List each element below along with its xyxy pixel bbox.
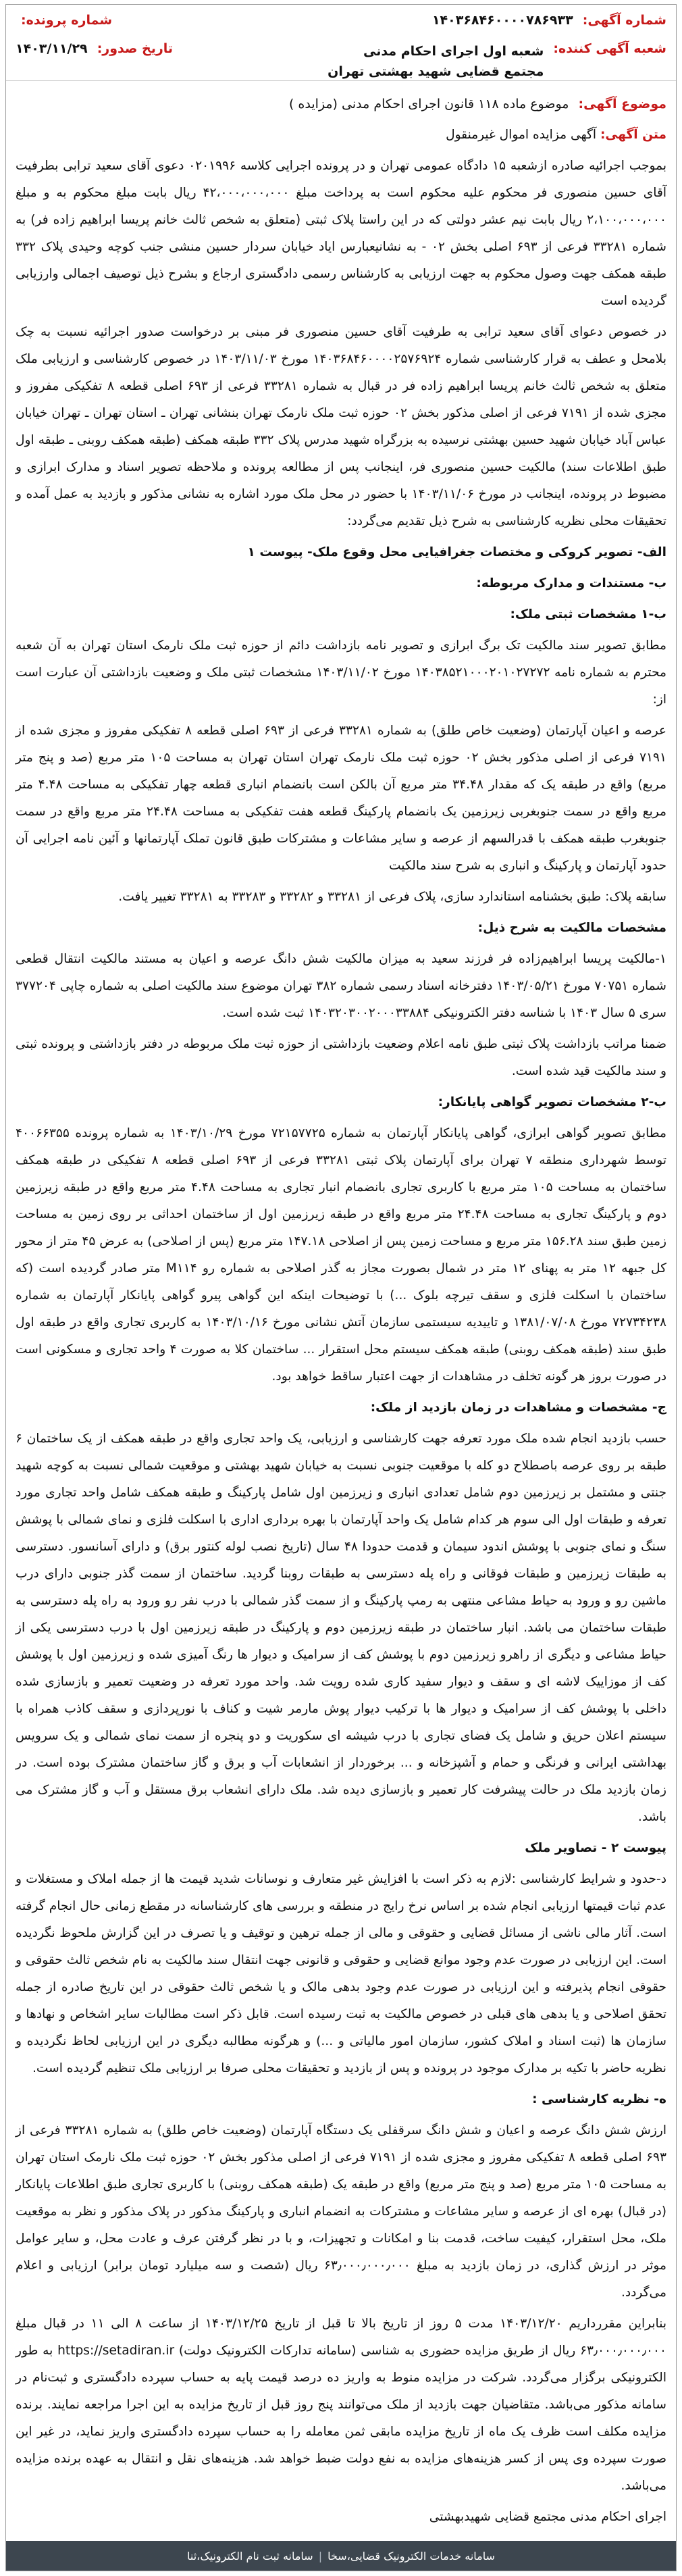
- paragraph-ownership: ۱-مالکیت پریسا ابراهیم‌زاده فر فرزند سعید به میزان مالکیت شش دانگ عرصه و اعیان به مستند مالکیت انتقال قطعی شماره ۷۰۷۵۱ مورخ ۱۴۰۳/۰۵/۲۱ دفترخانه اسناد رسمی شماره ۳۸۲ تهران موضوع سند مالکیت اصلی به شماره چاپی ۳۷۷۲۰۴ سری ۵ سال ۱۴۰۳ با شناسه دفتر الکترونیکی ۱۴۰۳۲۰۳۰۰۲۰۰۰۳۳۸۸۴ ثبت شده است.: [16, 952, 666, 1020]
- paragraph-expert-request: در خصوص دعوای آقای سعید ترابی به طرفیت آقای حسین منصوری فر مبنی بر درخواست صدور اجرائیه نسبت به چک بلامحل و عطف به قرار کارشناسی شماره ۱۴۰۳۶۸۴۶۰۰۰۰۲۵۷۶۹۲۴ مورخ ۱۴۰۳/۱۱/۰۳ در خصوص کارشناسی و ارزیابی ملک متعلق به شخص ثالث خانم پریسا ابراهیم زاده فر در قبال به شماره ۳۳۲۸۱ فرعی از ۶۹۳ اصلی قطعه ۸ تفکیکی مفروز و مجزی شده از ۷۱۹۱ فرعی از اصلی مذکور بخش ۰۲ حوزه ثبت ملک نارمک تهران بنشانی تهران ـ استان تهران ـ تهران خیابان عباس آباد خیابان شهید حسین بهشتی نرسیده به بزرگراه شهید مدرس پلاک ۳۳۲ طبقه همکف (طبقه همکف روبنی ـ طبقه اول طبق اطلاعات سند) مالکیت حسین منصوری فر، اینجانب پس از مطالعه پرونده و ملاحظه تصویر اسناد و مدارک ابرازی و مضبوط در پرونده، اینجانب در مورخ ۱۴۰۳/۱۱/۰۶ با حضور در محل ملک مورد اشاره به نشانی مذکور و بازدید به عمل آمده و تحقیقات محلی نظریه کارشناسی به شرح ذیل تقدیم می‌گردد:: [16, 325, 667, 528]
- ad-number-label: شماره آگهی:: [582, 13, 666, 28]
- subject-text: موضوع ماده ۱۱۸ قانون اجرای احکام مدنی (مزایده ): [288, 97, 569, 111]
- paragraph-intro: بموجب اجرائیه صادره ازشعبه ۱۵ دادگاه عمومی تهران و در پرونده اجرایی کلاسه ۰۲۰۱۹۹۶ دعوی آقای سعید ترابی بطرفیت آقای حسین منصوری فر محکوم علیه محکوم است به پرداخت مبلغ ۴۲،۰۰۰،۰۰۰،۰۰۰ ریال بابت مبلغ محکوم به و مبلغ ۲،۱۰۰،۰۰۰،۰۰۰ ریال بابت نیم عشر دولتی که در این راستا پلاک ثبتی (متعلق به شخص ثالث خانم پریسا ابراهیم زاده فر) به شماره ۳۳۲۸۱ فرعی از ۶۹۳ اصلی بخش ۰۲ - به نشانیعبارس ایاد خیابان سردار حسین منشی جنب کوچه وحیدی پلاک ۳۳۲ طبقه همکف جهت وصول محکوم به جهت ارزیابی به کارشناس رسمی دادگستری ارجاع و بشرح ذیل توصیف اجمالی وارزیابی گردیده است: [16, 159, 667, 308]
- publisher-label: شعبه آگهی کننده:: [553, 41, 666, 56]
- footer-link-sana[interactable]: سامانه ثبت نام الکترونیک،ثنا: [187, 2549, 313, 2562]
- notice-title-line: [16, 122, 666, 149]
- section-alef: الف- تصویر کروکی و مختصات جغرافیایی محل وقوع ملک- پیوست ۱: [247, 545, 666, 559]
- section-he: ه- نظریه کارشناسی :: [532, 2092, 666, 2106]
- notice-body: [6, 122, 676, 2531]
- footer-link-sakha[interactable]: سامانه خدمات الکترونیک قضایی،سخا: [327, 2549, 496, 2562]
- paragraph-plaque-history: سابقه پلاک: طبق بخشنامه استاندارد سازی، پلاک فرعی از ۳۳۲۸۱ و ۳۳۲۸۲ و ۳۳۲۸۳ به ۳۳۲۸۱ تغییر یافت.: [118, 890, 666, 904]
- section-ownership: مشخصات مالکیت به شرح ذیل:: [477, 921, 666, 935]
- paragraph-seizure: ضمنا مراتب بازداشت پلاک ثبتی طبق نامه اعلام وضعیت بازداشتی از حوزه ثبت ملک مربوطه در دفتر بازداشتی و پرونده ثبتی و سند مالکیت قید شده است.: [16, 1037, 666, 1078]
- paragraph-deed: مطابق تصویر سند مالکیت تک برگ ابرازی و تصویر نامه بازداشت دائم از حوزه ثبت ملک نارمک استان تهران به آن شعبه محترم به شماره نامه ۱۴۰۳۸۵۲۱۰۰۰۲۰۱۰۲۷۲۷۲ مورخ ۱۴۰۳/۱۱/۰۲ مشخصات ثبتی ملک و وضعیت بازداشتی آن عبارت است از:: [16, 638, 666, 707]
- signature: اجرای احکام مدنی مجتمع قضایی شهیدبهشتی: [429, 2510, 666, 2524]
- paragraph-property: عرصه و اعیان آپارتمان (وضعیت خاص طلق) به شماره ۳۳۲۸۱ فرعی از ۶۹۳ اصلی قطعه ۸ تفکیکی مفروز و مجزی شده از ۷۱۹۱ فرعی از اصلی مذکور بخش ۰۲ حوزه ثبت ملک نارمک تهران استان تهران به مساحت ۱۰۵ متر مربع (صد و پنج متر مربع) واقع در طبقه یک که مقدار ۳۴.۴۸ متر مربع آن بالکن است بانضمام انباری قطعه چهار تفکیکی به مساحت ۴.۴۸ متر مربع واقع در سمت جنوبغربی زیرزمین یک بانضمام پارکینگ قطعه هفت تفکیکی به مساحت ۲۴.۴۸ متر مربع واقع در سمت جنوبغرب طبقه همکف با قدرالسهم از عرصه و سایر مشاعات و مشترکات طبق قانون تملک آپارتمانها و آئین نامه اجرایی آن حدود آپارتمان و پارکینگ و انباری به شرح سند مالکیت: [16, 724, 667, 873]
- paragraph-inspection: حسب بازدید انجام شده ملک مورد تعرفه جهت کارشناسی و ارزیابی، یک واحد تجاری واقع در طبقه همکف از یک ساختمان ۶ طبقه بر روی عرصه باصطلاح دو کله با موقعیت جنوبی نسبت به خیابان شهید بهشتی و موقعیت شمالی نسبت به کوچه شهید جنتی و مشتمل بر زیرزمین دوم شامل تعدادی انباری و زیرزمین اول شامل پارکینگ و طبقه همکف شامل واحد تجاری مورد تعرفه و طبقات اول الی سوم هر کدام شامل یک واحد آپارتمان با بهره برداری اداری با اسکلت فلزی و نمای شمالی با پوشش سنگ و نمای جنوبی با پوشش اندود سیمان و قدمت حدودا ۴۸ سال (تاریخ نصب لوله کنتور برق) و دارای آسانسور. دسترسی به طبقات زیرزمین و طبقات فوقانی و راه پله دسترسی به طبقات روبنا گردید. ساختمان از سمت گذر جنوبی دارای درب ماشین رو و ورود به حیاط مشاعی منتهی به رمپ پارکینگ و از سمت گذر شمالی با درب نفر رو ورود به راه پله دسترسی به طبقات ساختمان می باشد. انبار ساختمان در طبقه زیرزمین دوم و پارکینگ در طبقه زیرزمین اول با درب دسترسی یکی از حیاط مشاعی و دیگری از راهرو زیرزمین دوم با پوشش کف از سرامیک و دیوار ها رنگ آمیزی شده و زیرزمین اول با پوشش کف از موزاییک لاشه ای و سقف و دیوار سفید کاری شده رویت شد. واحد مورد تعرفه در وضعیت تعمیر و بازسازی شده داخلی با پوشش کف از سرامیک و دیوار ها با ترکیب دیوار پوش مارمر شیت و کناف با نورپردازی و سقف کاذب همراه با سیستم اعلان حریق و شامل یک فضای تجاری با درب شیشه ای سکوریت و دو پنجره از سمت نمای شمالی و یک سرویس بهداشتی ایرانی و فرنگی و حمام و آشپزخانه و ... برخوردار از انشعابات آب و برق و گاز ساختمان مشترک بوده است. در زمان بازدید ملک در حالت پیشرفت کار تعمیر و بازسازی دیده شد. ملک دارای انشعاب برق مستقل و آب و گاز مشترک می باشد.: [16, 1432, 666, 1824]
- ad-number-value: ۱۴۰۳۶۸۴۶۰۰۰۰۷۸۶۹۳۳: [431, 13, 573, 28]
- notice-title: آگهی مزایده اموال غیرمنقول: [446, 128, 597, 142]
- subject-label: موضوع آگهی:: [578, 97, 666, 111]
- subject-block: [6, 81, 676, 122]
- date-value: ۱۴۰۳/۱۱/۲۹: [16, 41, 88, 56]
- section-be-2: ب-۲ مشخصات تصویر گواهی پایانکار:: [438, 1095, 666, 1109]
- case-number-row: [16, 13, 112, 28]
- site-footer: [6, 2541, 676, 2571]
- section-jim: ج- مشخصات و مشاهدات در زمان بازدید از ملک:: [370, 1400, 666, 1415]
- publisher-row: [321, 41, 666, 82]
- section-be: ب- مستندات و مدارک مربوطه:: [476, 576, 666, 590]
- footer-separator: |: [318, 2549, 323, 2562]
- ad-number-row: [432, 13, 666, 28]
- publisher-value: شعبه اول اجرای احکام مدنی مجتمع قضایی شهید بهشتی تهران: [327, 44, 544, 79]
- notice-label: متن آگهی:: [600, 128, 666, 142]
- paragraph-auction: بنابراین مقررداریم ۱۴۰۳/۱۲/۲۰ مدت ۵ روز از تاریخ بالا تا قبل از تاریخ ۱۴۰۳/۱۲/۲۵ از ساعت ۸ الی ۱۱ در قبال مبلغ ۶۳٫۰۰۰٫۰۰۰٫۰۰۰ ریال از طریق مزایده حضوری به شناسی (سامانه تدارکات الکترونیک دولت) https://setadiran.ir به طور الکترونیکی برگزار می‌گردد. شرکت در مزایده منوط به واریز ده درصد قیمت پایه به حساب سپرده دادگستری و ثبت‌نام در سامانه مذکور می‌باشد. متقاضیان جهت بازدید از ملک می‌توانند پنج روز قبل از تاریخ مزایده به این اجرا مراجعه نمایند. برنده مزایده مکلف است ظرف یک ماه از تاریخ مزایده مابقی ثمن معامله را به حساب سپرده دادگستری واریز نماید، در غیر این صورت سپرده وی پس از کسر هزینه‌های مزایده به نفع دولت ضبط خواهد شد. هزینه‌های نقل و انتقال به عهده برنده مزایده می‌باشد.: [16, 2317, 667, 2493]
- section-be-1: ب-۱ مشخصات ثبتی ملک:: [510, 607, 666, 622]
- case-number-label: شماره پرونده:: [21, 13, 113, 28]
- date-label: تاریخ صدور:: [97, 41, 174, 56]
- paragraph-conditions: د-حدود و شرایط کارشناسی :لازم به ذکر است با افزایش غیر متعارف و نوسانات شدید قیمت ها از جمله املاک و مستغلات و عدم ثبات قیمتها ارزیابی انجام شده بر اساس نرخ رایج در منطقه و بررسی های کارشناسانه در مقطع زمانی حال انجام گرفته است. آثار مالی ناشی از مسائل قضایی و حقوقی و مالی از جمله ترهین و توقیف و یا تصرف در این گزارش ملحوظ نگردیده است. این ارزیابی در صورت عدم وجود موانع قضایی و حقوقی و قانونی جهت انتقال سند مالکیت به نام شخص ثالث حقوقی و حقوقی انجام پذیرفته و این ارزیابی در صورت عدم وجود بدهی مالک و یا شخص ثالث حقوقی در این تاریخ صادره از جمله تحقق اصلاحی و یا بدهی های قبلی در خصوص مالکیت به ثبت رسیده است. قابل ذکر است مطالبات سایر اشخاص و نهادها و سازمان ها (ثبت اسناد و املاک کشور، سازمان امور مالیاتی و ...) و هرگونه مطالبه دیگری در این ارزیابی لحاظ نگردیده و نظریه حاضر با تکیه بر مدارک موجود در پرونده و پس از بازدید و تحقیقات محلی صرفا بر ارزیابی ملک تنظیم گردیده است.: [16, 1872, 666, 2075]
- notice-document: [5, 4, 677, 2571]
- notice-header: [6, 5, 676, 81]
- date-row: [16, 41, 173, 56]
- attachment-2: پیوست ۲ - تصاویر ملک: [525, 1841, 666, 1855]
- paragraph-valuation: ارزش شش دانگ عرصه و اعیان و شش دانگ سرقفلی یک دستگاه آپارتمان (وضعیت خاص طلق) به شماره ۳۳۲۸۱ فرعی از ۶۹۳ اصلی قطعه ۸ تفکیکی مفروز و مجزی شده از ۷۱۹۱ فرعی از اصلی مذکور بخش ۰۲ حوزه ثبت ملک نارمک استان تهران به مساحت ۱۰۵ متر مربع (صد و پنج متر مربع) واقع در طبقه یک (طبقه همکف روبنی) با کاربری تجاری طبق اطلاعات پایانکار (در قبال) بهره ای از عرصه و سایر مشاعات و مشترکات به انضمام انباری و پارکینگ مذکور در پلاک مذکور و نظر به موقعیت ملک، محل استقرار، کیفیت ساخت، قدمت بنا و امکانات و تجهیزات، و با در نظر گرفتن عرف و عادت محل، و سایر عوامل موثر در ارزش گذاری، در زمان بازدید به مبلغ ۶۳٫۰۰۰٫۰۰۰٫۰۰۰ ریال (شصت و سه میلیارد تومان برابر) ارزیابی و اعلام می‌گردد.: [16, 2123, 667, 2300]
- paragraph-completion-cert: مطابق تصویر گواهی ابرازی، گواهی پایانکار آپارتمان به شماره ۷۲۱۵۷۷۲۵ مورخ ۱۴۰۳/۱۰/۲۹ به شماره پرونده ۴۰۰۶۶۳۵۵ توسط شهرداری منطقه ۷ تهران برای آپارتمان پلاک ثبتی ۳۳۲۸۱ فرعی از ۶۹۳ اصلی قطعه ۸ تفکیکی در طبقه همکف ساختمان به مساحت ۱۰۵ متر مربع با کاربری تجاری بانضمام انبار تجاری به مساحت ۴.۴۸ متر مربع واقع در طبقه زیرزمین دوم و پارکینگ تجاری به مساحت ۲۴.۴۸ متر مربع واقع در طبقه زیرزمین اول از ساختمان احداثی بر روی زمین به مساحت زمین طبق سند ۱۵۶.۲۸ متر مربع و مساحت زمین پس از اصلاحی ۱۴۷.۱۸ متر مربع (پس از اصلاحی) به عرض ۴۵ متر از محور کل جبهه ۱۲ متر به پهنای ۱۲ متر در شمال بصورت مجاز به گذر اصلاحی به شماره رو M۱۱۴ متر صادر گردیده است (که ساختمان با اسکلت فلزی و سقف تیرچه بلوک ...) با توضیحات اینکه این گواهی پیرو گواهی پایانکار آپارتمان به شماره ۷۲۷۳۴۲۳۸ مورخ ۱۳۸۱/۰۷/۰۸ و تاییدیه سیستمی سازمان آتش نشانی مورخ ۱۴۰۳/۱۰/۱۶ به کاربری تجاری واقع در طبقه اول طبق سند (طبقه همکف روبنی) طبقه همکف سیستم محل استقرار ... ساختمان کلا به صورت ۴ واحد تجاری و مسکونی است در صورت بروز هر گونه تخلف در مشاهدات از جهت اعتبار ساقط خواهد بود.: [16, 1126, 667, 1384]
